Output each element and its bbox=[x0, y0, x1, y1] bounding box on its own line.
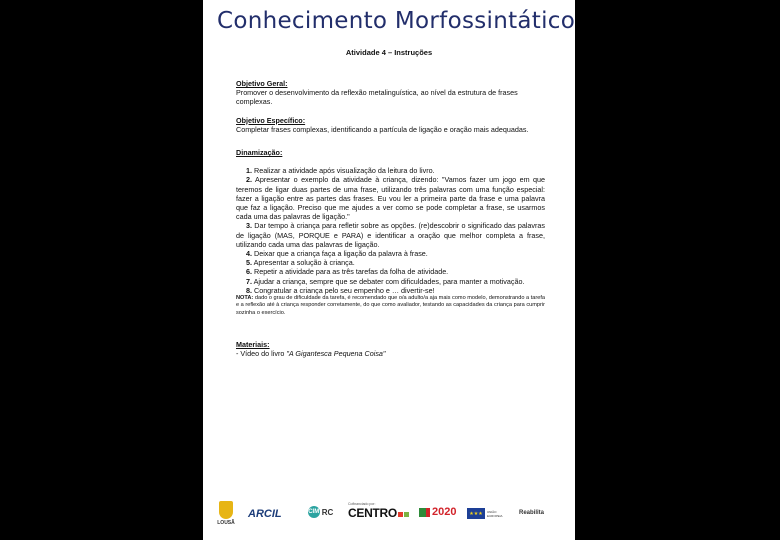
crest-icon bbox=[219, 501, 233, 519]
objetivo-especifico-heading: Objetivo Específico: bbox=[236, 115, 306, 125]
nota bbox=[236, 295, 545, 317]
lousa-logo: LOUSÃ bbox=[211, 498, 241, 528]
document-subtitle: Atividade 4 – Instruções bbox=[345, 48, 433, 57]
objetivo-especifico-text: Completar frases complexas, identificando a partícula de ligação e oração mais adequadas. bbox=[236, 124, 529, 134]
list-item: 1. Realizar a atividade após visualização da leitura do livro. bbox=[246, 166, 435, 176]
nota-text: dado o grau de dificuldade da tarefa, é recomendado que o/a adulto/a aja mais como modelo, demonstrando a tarefa e a reflexão até à criança responder corretamente, do que como avaliador, testando as capacidades da criança para cumprir sozinha o exercício. bbox=[236, 295, 545, 316]
list-item: 2. Apresentar o exemplo da atividade à criança, dizendo: "Vamos fazer um jogo em que teremos de ligar duas partes de uma frase, utilizando três palavras com uma função especial: fazer a ligação entre as partes das frases. Eu vou ler a primeira parte da frase e uma palavra que faz a ligação. Preciso que me ajudes a ver como se pode completar a frase, se usarmos cada uma das palavras de ligação." bbox=[236, 175, 545, 222]
dinamizacao-heading: Dinamização: bbox=[236, 148, 283, 158]
list-item: 7. Ajudar a criança, sempre que se debater com dificuldades, para manter a motivação. bbox=[246, 276, 525, 286]
book-title: "A Gigantesca Pequena Coisa" bbox=[286, 349, 386, 359]
objetivo-geral-text: Promover o desenvolvimento da reflexão metalinguística, ao nível da estrutura de frases complexas. bbox=[236, 88, 518, 107]
portugal2020-logo: 2020 bbox=[419, 506, 456, 518]
document-content bbox=[236, 79, 545, 359]
materiais-item: - Vídeo do livro "A Gigantesca Pequena Coisa" bbox=[236, 349, 386, 359]
list-item: 5. Apresentar a solução à criança. bbox=[246, 258, 355, 268]
sponsor-logos bbox=[211, 496, 567, 530]
list-item: 8. Congratular a criança pelo seu empenho e … divertir-se! bbox=[246, 285, 435, 295]
document-page bbox=[203, 0, 575, 540]
materiais-heading: Materiais: bbox=[236, 340, 270, 350]
dinamizacao-list bbox=[236, 166, 545, 295]
list-item: 4. Deixar que a criança faça a ligação da palavra à frase. bbox=[246, 249, 428, 259]
centro2020-logo: Cofinanciado por: CENTRO bbox=[348, 502, 409, 520]
document-title: Conhecimento Morfossintático bbox=[217, 8, 575, 34]
objetivo-geral-heading: Objetivo Geral: bbox=[236, 79, 288, 88]
reabilita-logo: Reabilita bbox=[519, 510, 545, 516]
eu-logo: ★★★ UNIÃO EUROPEIA bbox=[467, 508, 509, 519]
cim-logo: CIM RC bbox=[308, 507, 334, 517]
list-item: 6. Repetir a atividade para as três tarefas da folha de atividade. bbox=[246, 267, 449, 277]
list-item: 3. Dar tempo à criança para refletir sobre as opções. (re)descobrir o significado das palavras de ligação (MAS, PORQUE e PARA) e identificar a oração que melhor completa a frase, utilizando cada uma das palavras de ligação. bbox=[236, 221, 545, 249]
nota-label: NOTA: bbox=[236, 295, 254, 302]
arcil-logo: ARCIL bbox=[248, 508, 282, 520]
portugal-flag-icon bbox=[419, 508, 430, 517]
eu-flag-icon: ★★★ bbox=[467, 508, 485, 519]
